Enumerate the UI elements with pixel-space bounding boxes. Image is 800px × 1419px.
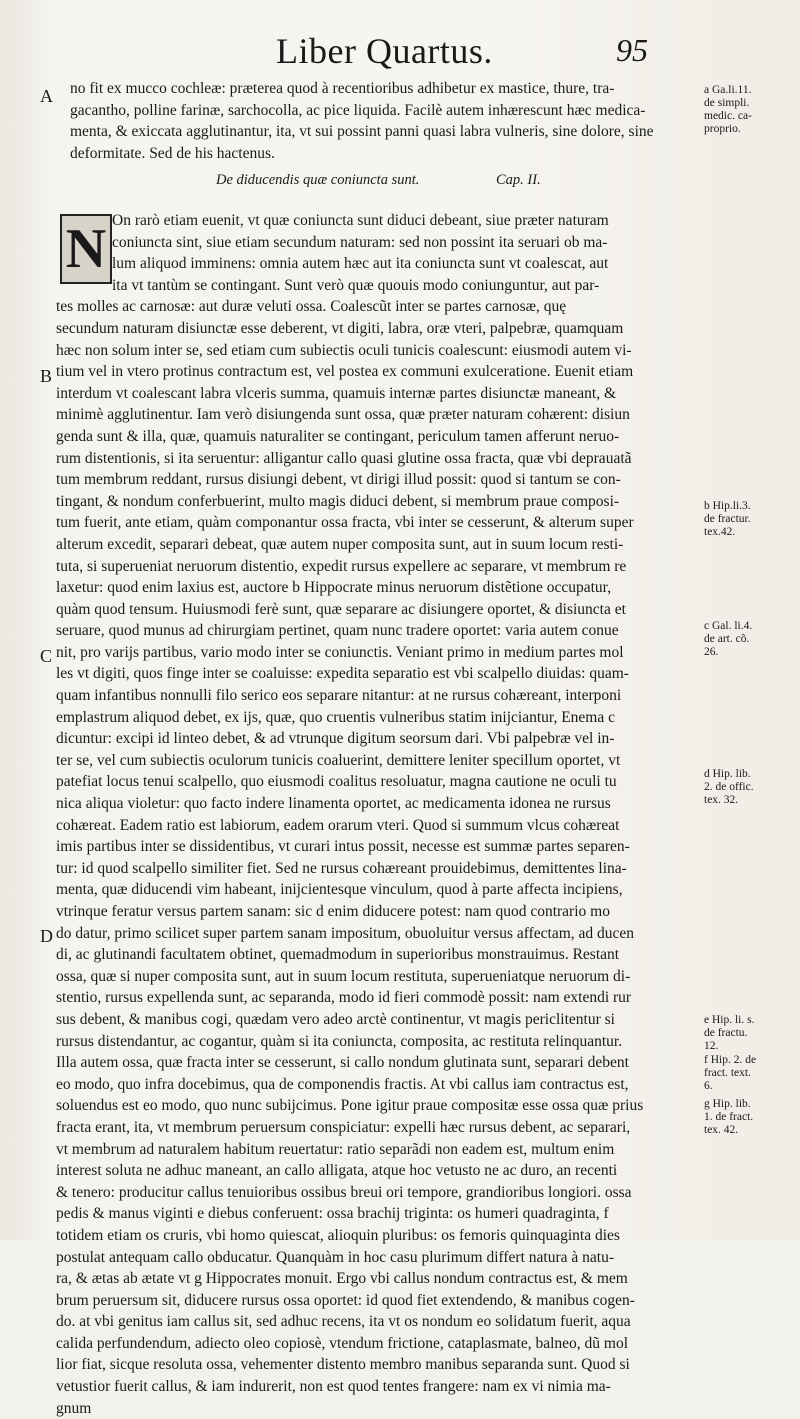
margin-note: d Hip. lib. 2. de offic. tex. 32. [704,768,754,806]
text-line: tuta, si superueniat neruorum distentio, expedit rursus expellere ac separare, vt membrum re [56,557,627,575]
text-line: lior fiat, sicque resoluta ossa, vehementer distento membro manibus separanda sunt. Quod si [56,1356,630,1374]
chapter-body [56,210,700,1419]
text-line: tum membrum reddant, rursus disiungi debent, vt dirigi illud possit: quod si tantum se con- [56,471,621,489]
text-line: vtrinque feratur versus partem sanam: sic d enim diducere potest: nam quod contrario mo [56,903,610,920]
running-title: Liber Quartus. [276,31,493,71]
margin-note: e Hip. li. s. de fractu. 12. [704,1014,755,1052]
text-line: ossa, quæ si nuper composita sunt, aut in suum locum restituta, superueniatque neruorum di- [56,967,631,985]
text-line: rursus distendantur, ac cogantur, quàm si ita coniuncta, composita, ac restituta relinquantur. [56,1032,623,1050]
text-line: emplastrum aliquod debet, ex ijs, quæ, quo cruentis vulneribus statim inijciantur, Enema c [56,708,615,726]
text-line: postulat antequam callo obducatur. Quanquàm in hoc casu plurimum differt natura à natu- [56,1248,614,1266]
text-line: rum distentionis, si ita seruentur: alligantur callo quasi glutine ossa fracta, quæ vbi deprauatã [56,449,632,467]
text-line: calida perfundendum, adiecto oleo copiosè, vtendum frictione, cataplasmate, balneo, dũ mol [56,1334,629,1352]
text-line: totidem etiam os cruris, vbi homo quiescat, alioquin pluribus: os femoris quinquaginta dies [56,1226,620,1244]
margin-note: a Ga.li.11. de simpli. medic. ca- proprio. [704,84,752,135]
margin-note: f Hip. 2. de fract. text. 6. [704,1054,757,1092]
margin-note: c Gal. li.4. de art. cõ. 26. [704,620,753,658]
text-line: sus debent, & manibus cogi, quædam vero adeo arctè continentur, vt magis periclitentur si [56,1010,615,1028]
margin-note: g Hip. lib. 1. de fract. tex. 42. [704,1098,754,1136]
section-marker-c: C [40,646,53,666]
text-line: vt membrum ad naturalem habitum reuertatur: ratio separãdi non eadem est, multum enim [56,1140,615,1158]
chapter-title: De diducendis quæ coniuncta sunt. [216,172,420,188]
text-line: tingant, & nondum conferbuerint, multo magis diduci debent, si membrum praue composi- [56,492,620,510]
text-line: hæc non solum inter se, sed etiam cum subiectis oculi tunicis coalescunt: eiusmodi autem vi- [56,341,632,359]
text-line: genda sunt & illa, quæ, quamuis naturaliter se contingant, periculum tamen afferunt neruo- [56,427,620,445]
text-line: nit, pro varijs partibus, vario modo inter se coniunctis. Veniant primo in medium partes mol [56,643,624,661]
text-line: do datur, primo scilicet super partem sanam impositum, obuoluitur versus affectam, ad ducen [56,924,635,942]
text-line: vetustior fuerit callus, & iam indurerit, non est quod tentes frangere: nam ex vi nimia ma- [56,1378,611,1396]
page-header [0,30,800,78]
text-line: ita vt tantùm se contingant. Sunt verò quæ quouis modo coniunguntur, aut par- [112,276,600,294]
text-line: seruare, quod munus ad chirurgiam pertinet, quam nunc tradere oportet: varia autem conue [56,622,619,640]
text-line: secundum naturam disiunctæ esse deberent, vt digiti, labra, oræ vteri, palpebræ, quamquam [56,319,624,337]
text-line: brum peruersum sit, diducere rursus ossa oportet: id quod fiet extendendo, & manibus cogen- [56,1291,635,1309]
drop-cap-letter: N [65,218,107,280]
text-line: tur: id quod scalpello similiter fiet. Sed ne rursus cohæreant prouidebimus, demittentes lina- [56,859,627,877]
text-line: stentio, rursus expellenda sunt, ac separanda, modo id fieri commodè possit: nam extendi rur [56,989,632,1007]
section-marker-a: A [40,86,53,106]
text-line: do. at vbi genitus iam callus sit, sed adhuc recens, ita vt os nondum eo solidatum fuerit, aqua [56,1313,631,1331]
text-line: deformitate. Sed de his hactenus. [70,144,275,162]
text-line: gnum [56,1399,92,1417]
text-line: ra, & ætas ab ætate vt g Hippocrates monuit. Ergo vbi callus nondum contractus est, & mem [56,1270,628,1288]
chapter-number: Cap. II. [496,172,541,188]
text-line: menta, quæ diducendi vim habeant, inijcientesque vinculum, quod à parte affecta incipiens, [56,881,623,899]
text-line: lum aliquod imminens: omnia autem hæc aut ita coniuncta sunt vt coalescat, aut [112,255,609,273]
text-line: fracta erant, ita, vt membrum peruersum conspiciatur: expelli hæc rursus debent, ac separari, [56,1118,631,1136]
text-line: menta, & exiccata agglutinantur, ita, vt sui possint panni quasi labra vulneris, sine dolore, sine [70,123,654,141]
text-line: Illa autem ossa, quæ fracta inter se cesserunt, si callo nondum glutinata sunt, separari debent [56,1054,629,1072]
text-line: eo modo, quo infra docebimus, qua de componendis fractis. At vbi callus iam contractus est, [56,1075,629,1093]
text-line: On rarò etiam euenit, vt quæ coniuncta sunt diduci debeant, siue præter naturam [112,212,609,229]
margin-note: b Hip.li.3. de fractur. tex.42. [704,500,751,538]
text-line: imis partibus inter se dissidentibus, vt curari intus possit, necesse est summæ partes separen- [56,838,630,856]
text-line: dicuntur: excipi id linteo debet, & ad vtrunque digitum seorsum dari. Vbi palpebræ vel in- [56,730,615,748]
text-line: tum fuerit, ante etiam, quàm componantur ossa fracta, vbi inter se cesserunt, & alterum super [56,514,634,532]
text-line: quam infantibus nonnulli filo serico eos separare nitantur: at ne rursus cohæreant, interponi [56,687,622,705]
text-line: coniuncta sint, siue etiam secundum naturam: sed non possint ita seruari ob ma- [112,233,608,251]
text-line: no fit ex mucco cochleæ: præterea quod à recentioribus adhibetur ex mastice, thure, tra- [70,80,615,97]
text-line: minimè agglutinentur. Iam verò disiungenda sunt ossa, quæ præter naturam cohærent: disiun [56,406,630,424]
text-line: interest soluta ne adhuc maneant, an callo alligata, atque hoc vetusto ne ac duro, an recenti [56,1162,618,1180]
text-line: les vt digiti, quos finge inter se coaluisse: expedita separatio est vbi scalpello diuidas: quam- [56,665,629,683]
text-line: ter se, vel cum subiectis oculorum tunicis coaluerint, demittere leniter specillum oportet, vt [56,751,621,769]
text-line: & tenero: producitur callus tenuioribus ossibus breui ori tempore, grandioribus longiori. ossa [56,1183,632,1201]
text-line: tes molles ac carnosæ: aut duræ veluti ossa. Coalescũt inter se partes carnosæ, quę [56,298,567,316]
text-line: nica aliqua violetur: quo facto indere linamenta oportet, ac medicamenta idonea ne rursus [56,795,611,813]
text-line: pedis & manus viginti e diebus conferuent: ossa brachij triginta: os humeri quadraginta, f [56,1205,609,1223]
text-line: gacantho, polline farinæ, sarchocolla, ac pice liquida. Facilè autem inhærescunt hæc medica- [70,101,646,119]
text-line: interdum vt coalescant labra vlceris summa, quamuis internæ partes disiunctæ maneant, & [56,384,617,402]
text-line: quàm quod tensum. Huiusmodi ferè sunt, quæ separare ac disiungere oportet, & disiuncta et [56,600,626,618]
text-line: cohæreat. Eadem ratio est labiorum, eadem orarum vteri. Quod si summum vlcus cohæreat [56,816,620,834]
page-number: 95 [616,32,648,68]
text-line: alterum excedit, separari debeat, quæ autem nuper composita sunt, aut in suum locum resti- [56,535,624,553]
intro-paragraph [56,78,700,164]
text-line: patefiat locus tenui scalpello, quo eiusmodi coalitus resoluatur, magna cautione ne oculi tu [56,773,617,791]
text-line: soluendus est eo modo, quo nunc subijcimus. Pone igitur praue compositæ esse ossa quæ prius [56,1097,644,1115]
chapter-heading [216,172,616,194]
text-line: di, ac glutinandi facultatem obtinet, quemadmodum in superioribus monstrauimus. Restant [56,946,620,964]
section-marker-d: D [40,926,53,946]
text-line: laxetur: quod enim laxius est, auctore b Hippocrate minus neruorum distẽtione occupatur, [56,579,612,597]
text-line: tium vel in vtero protinus contractum est, vel postea ex communi exulceratione. Euenit etiam [56,363,634,381]
section-marker-b: B [40,366,53,386]
